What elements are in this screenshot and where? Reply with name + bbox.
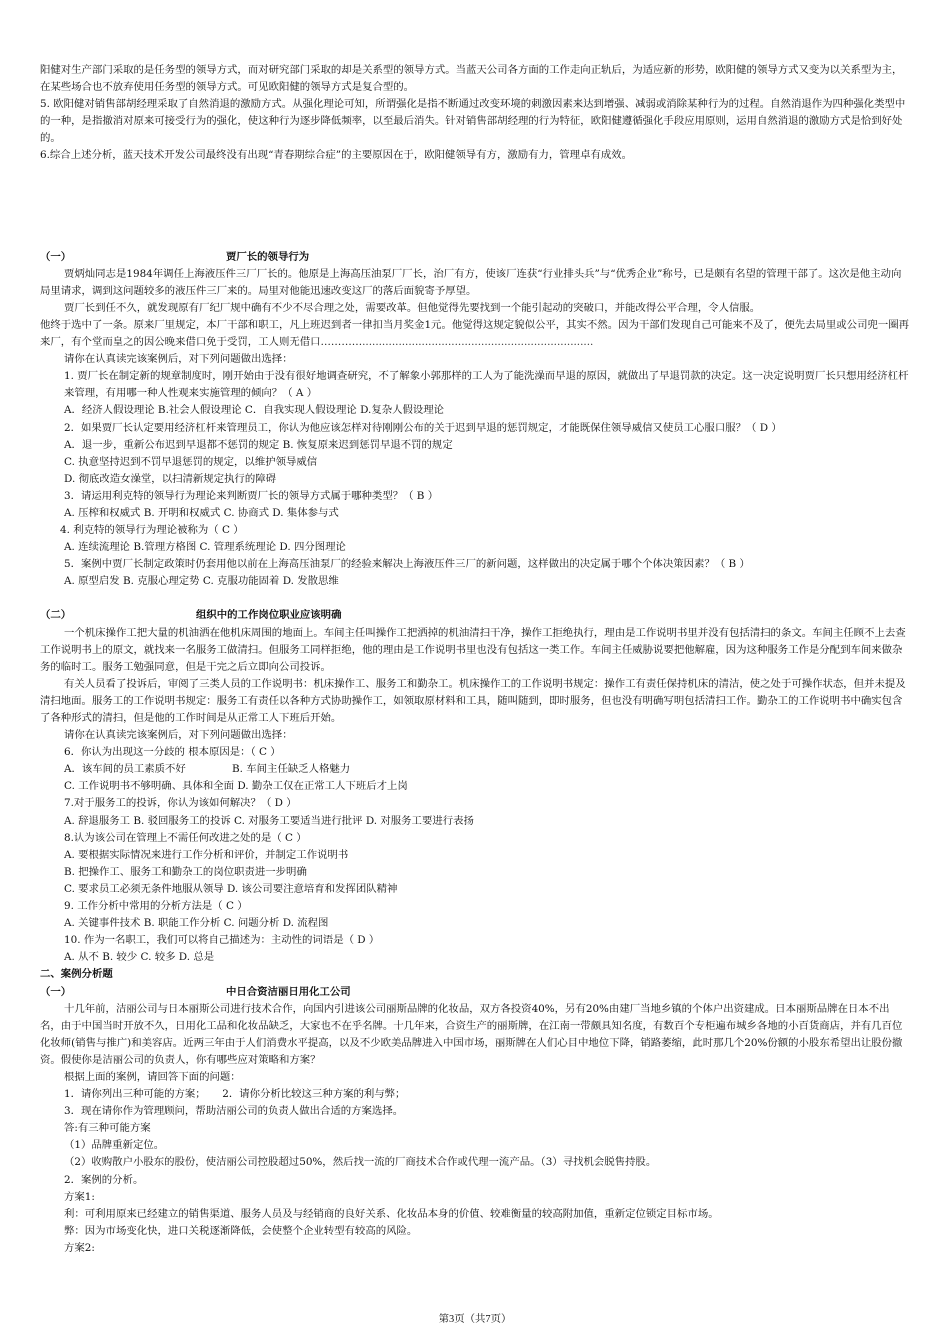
question-6: 6．你认为出现这一分歧的 根本原因是：（ C ） xyxy=(64,746,281,759)
question-6-options: C. 工作说明书不够明确、具体和全面 D. 勤杂工仅在正常工人下班后才上岗 xyxy=(64,780,408,793)
question-2-options: A．退一步，重新公布迟到早退都不惩罚的规定 B. 恢复原来迟到惩罚早退不罚的规定 xyxy=(64,438,453,451)
question-7-options: A. 辞退服务工 B. 驳回服务工的投诉 C. 对服务工要适当进行批评 D. 对服务工要进行表扬 xyxy=(64,814,474,827)
question-5: 5．案例中贾厂长制定政策时仍套用他以前在上海高压油泵厂的经验来解决上海液压件三厂的新问题，这样做出的决定属于哪个个体决策因素？（ B ） xyxy=(64,558,750,571)
intro-paragraph: 阳健对生产部门采取的是任务型的领导方式，而对研究部门采取的却是关系型的领导方式。当蓝天公司各方面的工作走向正轨后，为适应新的形势，欧阳健的领导方式又变为以关系型为主，在某些场合也不放弃使用任务型的领导方式。可见欧阳健的领导方式是复合型的。 xyxy=(40,64,903,94)
intro-point-6: 6.综合上述分析，蓝天技术开发公司最终没有出现“青春期综合症”的主要原因在于，欧阳健领导有方，激励有力，管理卓有成效。 xyxy=(40,149,633,162)
question-10: 10. 作为一名职工，我们可以将自己描述为：主动性的词语是（ D ） xyxy=(64,934,380,947)
case2-title: 组织中的工作岗位职业应该明确 xyxy=(196,609,342,622)
section2-line: 方案1: xyxy=(64,1190,95,1203)
question-3: 3．请运用利克特的领导行为理论来判断贾厂长的领导方式属于哪种类型？（ B ） xyxy=(64,489,439,502)
case2-prompt: 请你在认真读完该案例后，对下列问题做出选择： xyxy=(64,729,293,742)
section2-line: 利：可利用原来已经建立的销售渠道、服务人员及与经销商的良好关系、化妆品本身的价值、较难衡量的较高附加值，重新定位锁定目标市场。 xyxy=(64,1207,719,1220)
question-8: 8.认为该公司在管理上不需任何改进之处的是（ C ） xyxy=(64,831,307,844)
section2-case-title: 中日合资洁丽日用化工公司 xyxy=(226,985,351,998)
question-10-options: A. 从不 B. 较少 C. 较多 D. 总是 xyxy=(64,951,215,964)
question-8-options: A. 要根据实际情况来进行工作分析和评价，并制定工作说明书 xyxy=(64,848,349,861)
section2-paragraph: 十几年前，洁丽公司与日本丽斯公司进行技术合作，向国内引进该公司丽斯品牌的化妆品，双方各投资40%，另有20%由建厂当地乡镇的个体户出资建成。日本丽斯品牌在日本不出名，由于中国当时开放不久，日用化工品和化妆品缺乏，大家也不在乎名牌。十几年来，合资生产的丽斯牌，在江南一带颇具知名度，有数百个专柜遍布城乡各地的小百货商店，并有几百位化妆师(销售与推广)和美容店。近两三年由于人们消费水平提高，以及不少欧美品牌进入中国市场，丽斯牌在人们心目中地位下降，销路萎缩，此时那几个20%份额的小股东希望出让股份撤资。假使你是洁丽公司的负责人，你有哪些应对策略和方案？ xyxy=(40,1002,903,1066)
case1-paragraph: 贾炳灿同志是1984年调任上海液压件三厂厂长的。他原是上海高压油泵厂厂长，治厂有方，使该厂连获“行业排头兵”与“优秀企业”称号，已是颇有名望的管理干部了。这次是他主动向局里请求，调到这问题较多的液压件三厂来的。局里对他能迅速改变这厂的落后面貌寄予厚望。 xyxy=(40,267,902,297)
section2-line: 答:有三种可能方案 xyxy=(64,1122,151,1135)
section2-line: 2．案例的分析。 xyxy=(64,1173,144,1186)
section2-case-number: （一） xyxy=(40,985,72,998)
section2-line: 弊：因为市场变化快，进口关税逐渐降低，会使整个企业转型有较高的风险。 xyxy=(64,1224,418,1237)
question-4: 4. 利克特的领导行为理论被称为（ C ） xyxy=(60,524,244,537)
intro-point-5: 5. 欧阳健对销售部胡经理采取了自然消退的激励方式。从强化理论可知，所谓强化是指不断通过改变环境的刺激因素来达到增强、减弱或消除某种行为的过程。自然消退作为四种强化类型中的一种，是指撤消对原来可接受行为的强化，使这种行为逐步降低频率，以至最后消失。针对销售部胡经理的行为特征，欧阳健遵循强化手段应用原则，运用自然消退的激励方式是恰到好处的。 xyxy=(40,98,906,145)
section2-line: （2）收购散户小股东的股份，使洁丽公司控股超过50%，然后找一流的厂商技术合作或代理一流产品。（3）寻找机会脱售持股。 xyxy=(64,1156,657,1169)
section2-line: （1）品牌重新定位。 xyxy=(64,1139,165,1152)
case1-number: （一） xyxy=(40,250,72,263)
question-1-options: A．经济人假设理论 B.社会人假设理论 C．自我实现人假设理论 D.复杂人假设理论 xyxy=(64,404,445,417)
question-9-options: A. 关键事件技术 B. 职能工作分析 C. 问题分析 D. 流程图 xyxy=(64,917,329,930)
case1-paragraph-3-text: 他终于选中了一条。原来厂里规定，本厂干部和职工，凡上班迟到者一律扣当月奖金1元。他觉得这规定貌似公平，其实不然。因为干部们发现自己可能来不及了，便先去局里或公司兜一圈再来厂，有个堂而皇之的因公晚来借口免于受罚，工人则无借口………… xyxy=(40,318,910,349)
page-footer: 第3页（共7页） xyxy=(438,1314,512,1325)
question-1: 1. 贾厂长在制定新的规章制度时，刚开始由于没有很好地调查研究，不了解象小郭那样的工人为了能洗澡而早退的原因，就做出了早退罚款的决定。这一决定说明贾厂长只想用经济杠杆来管理，有用哪一种人性观来实施管理的倾向？（ A ） xyxy=(64,370,909,400)
case1-paragraph: 贾厂长到任不久，就发现原有厂纪厂规中确有不少不尽合理之处，需要改革。但他觉得先要找到一个能引起动的突破口，并能改得公平合理，令人信服。 xyxy=(64,301,761,314)
question-4-options: A. 连续流理论 B.管理方格图 C. 管理系统理论 D. 四分图理论 xyxy=(64,541,346,554)
section2-line: 3．现在请你作为管理顾问，帮助洁丽公司的负责人做出合适的方案选择。 xyxy=(64,1105,404,1118)
case1-prompt: 请你在认真读完该案例后，对下列问题做出选择： xyxy=(64,353,293,366)
case2-paragraph: 一个机床操作工把大量的机油洒在他机床周围的地面上。车间主任叫操作工把洒掉的机油清扫干净，操作工拒绝执行，理由是工作说明书里并没有包括清扫的条文。车间主任顾不上去查工作说明书上的原文，就找来一名服务工做清扫。但服务工同样拒绝，他的理由是工作说明书里也没有包括这一类工作。车间主任威胁说要把他解雇，因为这种服务工作是分配到车间来做杂务的临时工。服务工勉强同意，但是干完之后立即向公司投诉。 xyxy=(40,626,906,673)
question-8-options: B. 把操作工、服务工和勤杂工的岗位职责进一步明确 xyxy=(64,865,307,878)
spacer xyxy=(40,165,910,249)
question-5-options: A. 原型启发 B. 克服心理定势 C. 克服功能固着 D. 发散思维 xyxy=(64,575,339,588)
question-2-options: C. 执意坚持迟到不罚早退惩罚的规定，以维护领导威信 xyxy=(64,455,318,468)
case2-heading xyxy=(40,607,910,624)
question-6-options: A．该车间的员工素质不好 B. 车间主任缺乏人格魅力 xyxy=(64,763,351,776)
spacer xyxy=(40,590,910,607)
question-8-options: C. 要求员工必须无条件地服从领导 D. 该公司要注意培育和发挥团队精神 xyxy=(64,882,398,895)
case1-dots: ...................................................................... xyxy=(362,336,594,349)
question-9: 9. 工作分析中常用的分析方法是（ C ） xyxy=(64,900,248,913)
case1-title: 贾厂长的领导行为 xyxy=(226,250,310,263)
section2-heading: 二、案例分析题 xyxy=(40,968,113,981)
question-7: 7.对于服务工的投诉，你认为该如何解决？（ D ） xyxy=(64,797,297,810)
case2-number: （二） xyxy=(40,609,72,622)
question-2: 2．如果贾厂长认定要用经济杠杆来管理员工，你认为他应该怎样对待刚刚公布的关于迟到早退的惩罚规定，才能既保住领导威信又使员工心服口服？（ D ） xyxy=(64,421,782,434)
case1-heading xyxy=(40,249,910,266)
case2-paragraph: 有关人员看了投诉后，审阅了三类人员的工作说明书：机床操作工、服务工和勤杂工。机床操作工的工作说明书规定：操作工有责任保持机床的清洁，使之处于可操作状态，但并未提及清扫地面。服务工的工作说明书规定：服务工有责任以各种方式协助操作工，如领取原材料和工具，随叫随到，即时服务，但也没有明确写明包括清扫工作。勤杂工的工作说明书中确实包含了各种形式的清扫，但是他的工作时间是从正常工人下班后开始。 xyxy=(40,677,906,724)
section2-line: 根据上面的案例，请回答下面的问题： xyxy=(64,1070,241,1083)
question-3-options: A. 压榨和权威式 B. 开明和权威式 C. 协商式 D. 集体参与式 xyxy=(64,506,339,519)
section2-line: 方案2: xyxy=(64,1241,95,1254)
section2-line: 1．请你列出三种可能的方案； 2．请你分析比较这三种方案的利与弊； xyxy=(64,1088,406,1101)
section2-case-heading xyxy=(40,984,910,1001)
case1-paragraph-3 xyxy=(40,317,910,351)
question-2-options: D. 彻底改造女澡堂，以扫清新规定执行的障碍 xyxy=(64,472,276,485)
